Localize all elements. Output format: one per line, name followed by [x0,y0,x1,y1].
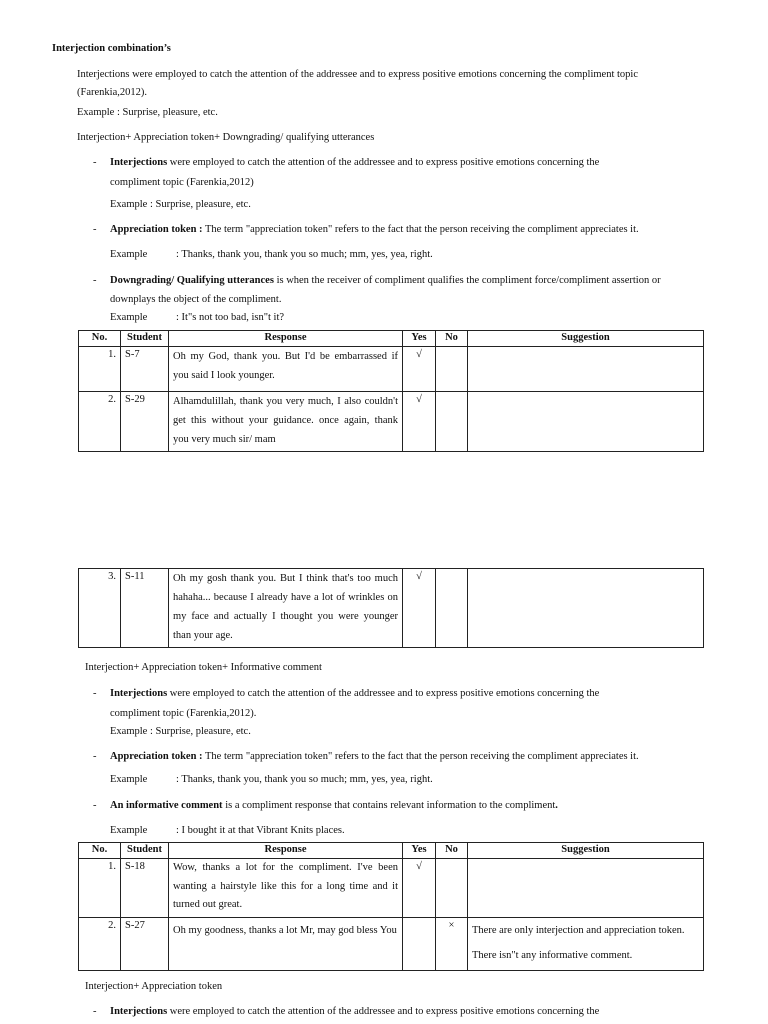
cell-suggestion [468,859,704,918]
section2-title: Interjection+ Appreciation token+ Informative comment [85,662,322,673]
responses-table-2 [78,842,704,971]
s2-bullet3-example-label: Example [110,825,148,836]
s2-bullet2-line1: Appreciation token : The term "appreciation token" refers to the fact that the person receiving the compliment appreciates it. [110,751,639,762]
table-header-row [79,843,704,859]
intro-example: Example : Surprise, pleasure, etc. [77,107,218,118]
cell-suggestion [468,392,704,452]
responses-table-1-continued [78,568,704,648]
bullet-dash: - [93,224,97,235]
s1-bullet2-example-label: Example [110,249,148,260]
bullet-dash: - [93,751,97,762]
table-header-row [79,331,704,347]
table-row [79,569,704,648]
header-response: Response [169,331,403,347]
bullet-dash: - [93,157,97,168]
s1-bullet3-example-label: Example [110,312,148,323]
header-no-col: No [436,843,468,859]
cell-no: 2. [79,392,121,452]
header-yes: Yes [403,331,436,347]
s1-bullet2-line1: Appreciation token : The term "appreciation token" refers to the fact that the person receiving the compliment appreciates it. [110,224,639,235]
s1-bullet1-line2: compliment topic (Farenkia,2012) [110,177,254,188]
cell-student: S-27 [121,917,169,970]
cell-no: 3. [79,569,121,648]
cell-no-mark [436,347,468,392]
cell-response: Alhamdulillah, thank you very much, I also couldn't get this without your guidance. once again, thank you very much sir/ mam [169,392,403,452]
cell-no: 1. [79,859,121,918]
cell-suggestion: There are only interjection and appreciation token. There isn"t any informative comment. [468,917,704,970]
bullet-dash: - [93,275,97,286]
cell-yes: √ [403,859,436,918]
s1-bullet3-line1: Downgrading/ Qualifying utterances is when the receiver of compliment qualifies the compliment force/compliment assertion or [110,275,661,286]
s2-bullet1-example: Example : Surprise, pleasure, etc. [110,726,251,737]
cell-no: 2. [79,917,121,970]
header-student: Student [121,843,169,859]
cell-student: S-29 [121,392,169,452]
s1-bullet1-example: Example : Surprise, pleasure, etc. [110,199,251,210]
cell-no: 1. [79,347,121,392]
s1-bullet2-example-text: : Thanks, thank you, thank you so much; mm, yes, yea, right. [176,249,433,260]
intro-line-2: (Farenkia,2012). [77,87,147,98]
header-suggestion: Suggestion [468,843,704,859]
cell-yes: √ [403,347,436,392]
table-row [79,917,704,970]
s2-bullet2-example-label: Example [110,774,148,785]
cell-no-mark [436,859,468,918]
s2-bullet2-example-text: : Thanks, thank you, thank you so much; mm, yes, yea, right. [176,774,433,785]
table-row [79,392,704,452]
section3-title: Interjection+ Appreciation token [85,981,223,992]
s2-bullet1-line1: Interjections were employed to catch the attention of the addressee and to express positive emotions concerning the [110,688,600,699]
cell-student: S-7 [121,347,169,392]
s1-bullet3-line2: downplays the object of the compliment. [110,294,282,305]
cell-response: Wow, thanks a lot for the compliment. I've been wanting a hairstyle like this for a long time and it turned out great. [169,859,403,918]
cell-student: S-18 [121,859,169,918]
cell-suggestion [468,569,704,648]
cell-response: Oh my gosh thank you. But I think that's too much hahaha... because I already have a lot of wrinkles on my face and actually I thought you were younger than your age. [169,569,403,648]
header-no-col: No [436,331,468,347]
header-response: Response [169,843,403,859]
cell-yes: √ [403,392,436,452]
s1-bullet3-example-text: : It"s not too bad, isn"t it? [176,312,285,323]
bullet-dash: - [93,1006,97,1017]
cell-suggestion [468,347,704,392]
s2-bullet3-line1: An informative comment is a compliment response that contains relevant information to the compliment. [110,800,558,811]
table-row [79,347,704,392]
header-yes: Yes [403,843,436,859]
cell-no-mark [436,569,468,648]
header-student: Student [121,331,169,347]
cell-yes [403,917,436,970]
s2-bullet1-line2: compliment topic (Farenkia,2012). [110,708,257,719]
responses-table-1 [78,330,704,452]
table-row [79,859,704,918]
bullet-dash: - [93,800,97,811]
cell-no-mark: × [436,917,468,970]
s2-bullet3-example-text: : I bought it at that Vibrant Knits places. [176,825,345,836]
cell-yes: √ [403,569,436,648]
section-heading: Interjection combination’s [52,43,171,54]
header-no: No. [79,331,121,347]
header-no: No. [79,843,121,859]
cell-response: Oh my God, thank you. But I'd be embarrassed if you said I look younger. [169,347,403,392]
cell-no-mark [436,392,468,452]
intro-line-1: Interjections were employed to catch the attention of the addressee and to express positive emotions concerning the compliment topic [77,69,638,80]
s3-bullet1-line1: Interjections were employed to catch the attention of the addressee and to express positive emotions concerning the [110,1006,600,1017]
header-suggestion: Suggestion [468,331,704,347]
cell-response: Oh my goodness, thanks a lot Mr, may god bless You [169,917,403,970]
s1-bullet1-line1: Interjections were employed to catch the attention of the addressee and to express positive emotions concerning the [110,157,600,168]
bullet-dash: - [93,688,97,699]
section1-title: Interjection+ Appreciation token+ Downgrading/ qualifying utterances [77,132,375,143]
cell-student: S-11 [121,569,169,648]
